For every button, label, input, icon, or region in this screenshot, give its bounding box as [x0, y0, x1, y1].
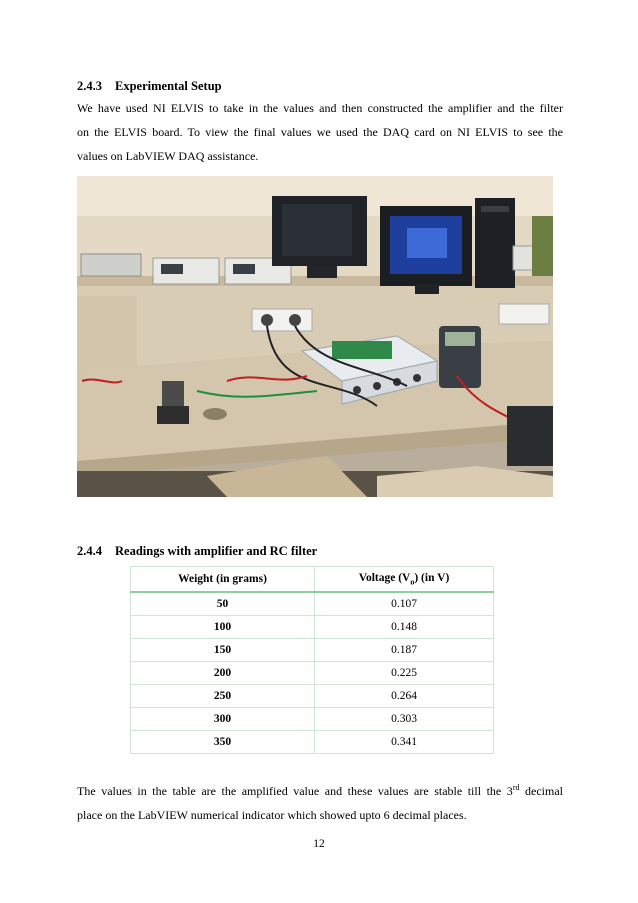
- voltage-column-header: [315, 567, 494, 593]
- voltage-cell: 0.303: [315, 708, 494, 731]
- voltage-cell: 0.225: [315, 662, 494, 685]
- paragraph-line: values on LabVIEW DAQ assistance.: [77, 149, 259, 163]
- table-header-row: [131, 567, 494, 593]
- voltage-cell: 0.341: [315, 731, 494, 754]
- section-heading-2-4-3: [77, 79, 222, 94]
- weight-cell: 300: [131, 708, 315, 731]
- voltage-header-text: Voltage (V: [358, 571, 411, 584]
- voltage-header-subscript: o: [410, 577, 415, 587]
- ordinal-suffix: rd: [512, 783, 520, 792]
- closing-paragraph: [77, 779, 563, 827]
- paragraph-line: We have used NI ELVIS to take in the values and then constructed the amplifier and the filter: [77, 101, 563, 115]
- voltage-cell: 0.148: [315, 616, 494, 639]
- section-title: Experimental Setup: [115, 79, 222, 93]
- weight-cell: 350: [131, 731, 315, 754]
- voltage-cell: 0.187: [315, 639, 494, 662]
- voltage-header-unit: ) (in V): [414, 571, 450, 584]
- voltage-cell: 0.107: [315, 592, 494, 616]
- lab-setup-illustration: [77, 176, 553, 497]
- weight-cell: 200: [131, 662, 315, 685]
- closing-text-b: decimal: [519, 784, 564, 798]
- weight-column-header: Weight (in grams): [131, 567, 315, 593]
- setup-paragraph: [77, 96, 563, 168]
- table-row: [131, 708, 494, 731]
- table-row: [131, 639, 494, 662]
- weight-cell: 250: [131, 685, 315, 708]
- weight-cell: 150: [131, 639, 315, 662]
- weight-cell: 100: [131, 616, 315, 639]
- paragraph-line: [77, 779, 563, 803]
- table-row: [131, 662, 494, 685]
- section-number: 2.4.4: [77, 544, 102, 558]
- table-row: [131, 731, 494, 754]
- section-number: 2.4.3: [77, 79, 102, 93]
- readings-table: [130, 566, 494, 754]
- paragraph-line: on the ELVIS board. To view the final values we used the DAQ card on NI ELVIS to see the: [77, 125, 563, 139]
- section-heading-2-4-4: [77, 544, 317, 559]
- paragraph-line: place on the LabVIEW numerical indicator which showed upto 6 decimal places.: [77, 808, 467, 822]
- closing-text-a: The values in the table are the amplified value and these values are stable till the 3: [77, 784, 513, 798]
- section-title: Readings with amplifier and RC filter: [115, 544, 318, 558]
- table-row: [131, 616, 494, 639]
- table-row: [131, 592, 494, 616]
- page-number: 12: [313, 838, 325, 850]
- voltage-cell: 0.264: [315, 685, 494, 708]
- weight-cell: 50: [131, 592, 315, 616]
- table-row: [131, 685, 494, 708]
- lab-setup-photo: [77, 176, 553, 497]
